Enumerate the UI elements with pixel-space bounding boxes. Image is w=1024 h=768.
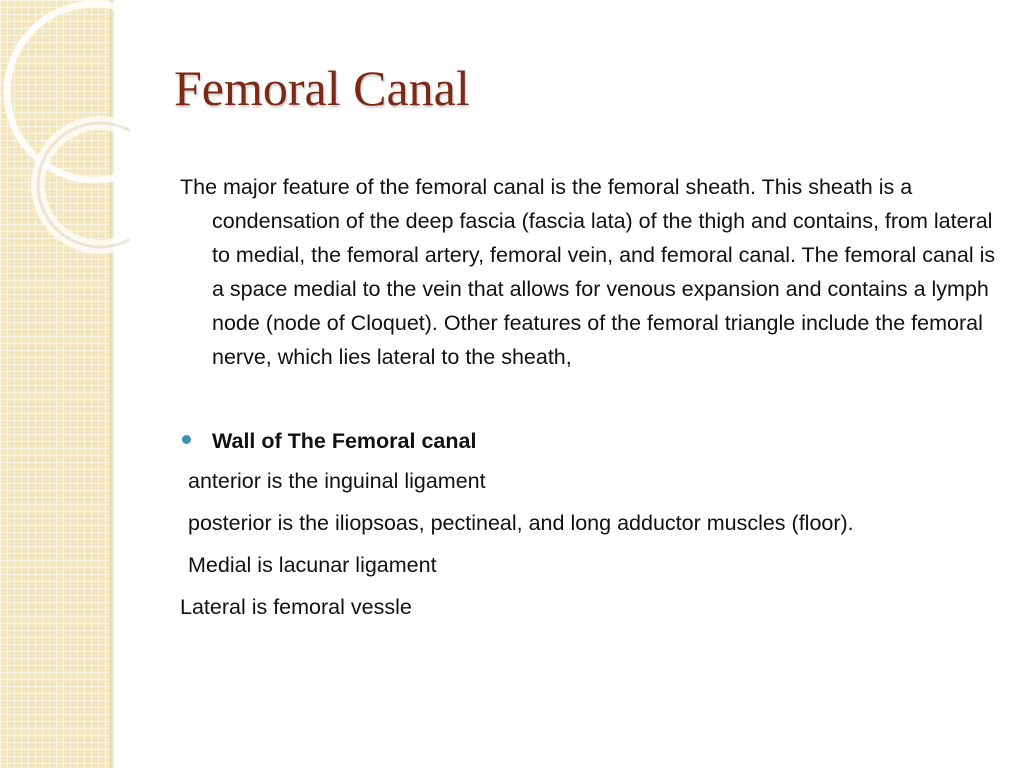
- intro-paragraph: The major feature of the femoral canal is the femoral sheath. This sheath is a condensation of the deep fascia (fascia lata) of the thigh and contains, from lateral to medial, the femoral artery, femoral vein, and femoral canal. The femoral canal is a space medial to the vein that allows for venous expansion and contains a lymph node (node of Cloquet). Other features of the femoral triangle include the femoral nerve, which lies lateral to the sheath,: [180, 175, 996, 369]
- bullet-item-walls: [180, 424, 998, 458]
- wall-posterior: posterior is the iliopsoas, pectineal, and long adductor muscles (floor).: [188, 511, 854, 535]
- wall-medial: Medial is lacunar ligament: [188, 553, 437, 577]
- wall-anterior: anterior is the inguinal ligament: [188, 469, 486, 493]
- decorative-rings: [0, 0, 130, 260]
- wall-lateral: Lateral is femoral vessle: [180, 595, 412, 619]
- slide-title: Femoral Canal: [174, 60, 470, 116]
- slide-body: [180, 170, 998, 628]
- bullet-icon: [182, 435, 191, 444]
- bullet-heading: Wall of The Femoral canal: [212, 429, 477, 453]
